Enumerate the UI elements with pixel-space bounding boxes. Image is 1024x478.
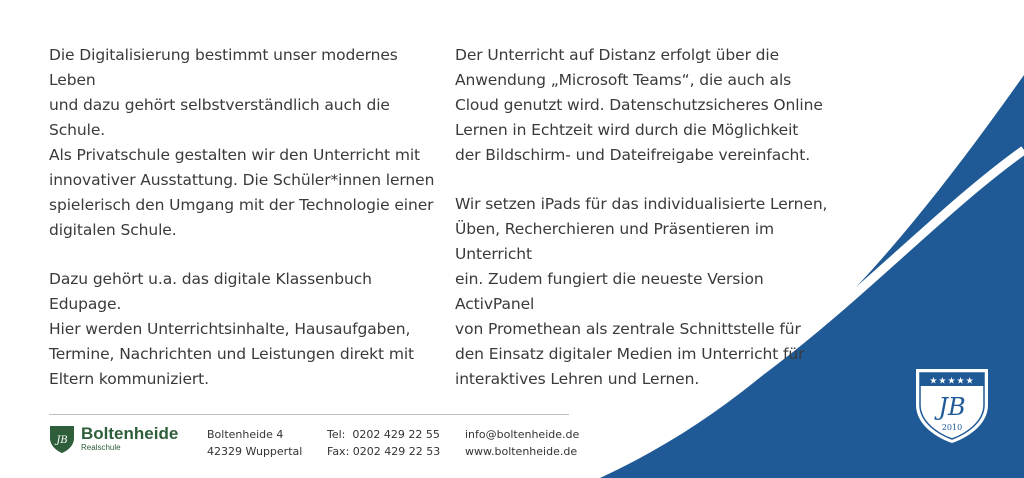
paragraph-digitalisierung: Die Digitalisierung bestimmt unser modernes Leben und dazu gehört selbstverständlich auch die Schule. Als Privatschule gestalten wir den Unterricht mit innovativer Ausstattung. Die Schüler*innen lernen spielerisch den Umgang mit der Technologie einer digitalen Schule. [49, 46, 435, 239]
logo-subtitle: Realschule [81, 443, 121, 452]
paragraph-ipads: Wir setzen iPads für das individualisierte Lernen, Üben, Recherchieren und Präsentieren im Unterricht ein. Zudem fungiert die neueste Version ActivPanel von Promethean als zentrale Schnittstelle für den Einsatz digitaler Medien im Unterricht für interaktives Lehren und Lernen. [455, 195, 828, 388]
logo-monogram: JB [56, 435, 68, 446]
crest-year: 2010 [941, 423, 963, 432]
footer-divider [49, 414, 569, 415]
footer-address [207, 426, 302, 460]
fax-number: Fax: 0202 429 22 53 [327, 445, 441, 458]
paragraph-teams: Der Unterricht auf Distanz erfolgt über die Anwendung „Microsoft Teams“, die auch als Cloud genutzt wird. Datenschutzsicheres Online Lernen in Echtzeit wird durch die Möglichkeit der Bildschirm- und Dateifreigabe vereinfacht. [455, 46, 823, 164]
crest-stars: ★★★★★ [929, 376, 975, 387]
logo-name: Boltenheide [81, 424, 179, 443]
website-link[interactable]: www.boltenheide.de [465, 445, 578, 458]
paragraph-edupage: Dazu gehört u.a. das digitale Klassenbuch Edupage. Hier werden Unterrichtsinhalte, Hausaufgaben, Termine, Nachrichten und Leistungen direkt mit Eltern kommuniziert. [49, 270, 415, 388]
left-text-column [49, 43, 439, 416]
school-logo [49, 424, 178, 454]
address-street: Boltenheide 4 [207, 428, 284, 441]
school-crest [912, 365, 992, 445]
crest-monogram: JB [938, 393, 966, 421]
footer-phone [327, 426, 440, 460]
shield-icon [49, 424, 75, 454]
footer-contact [465, 426, 579, 460]
right-text-column [455, 43, 845, 416]
address-city: 42329 Wuppertal [207, 445, 303, 458]
phone-number: Tel: 0202 429 22 55 [327, 428, 440, 441]
email-link[interactable]: info@boltenheide.de [465, 428, 580, 441]
